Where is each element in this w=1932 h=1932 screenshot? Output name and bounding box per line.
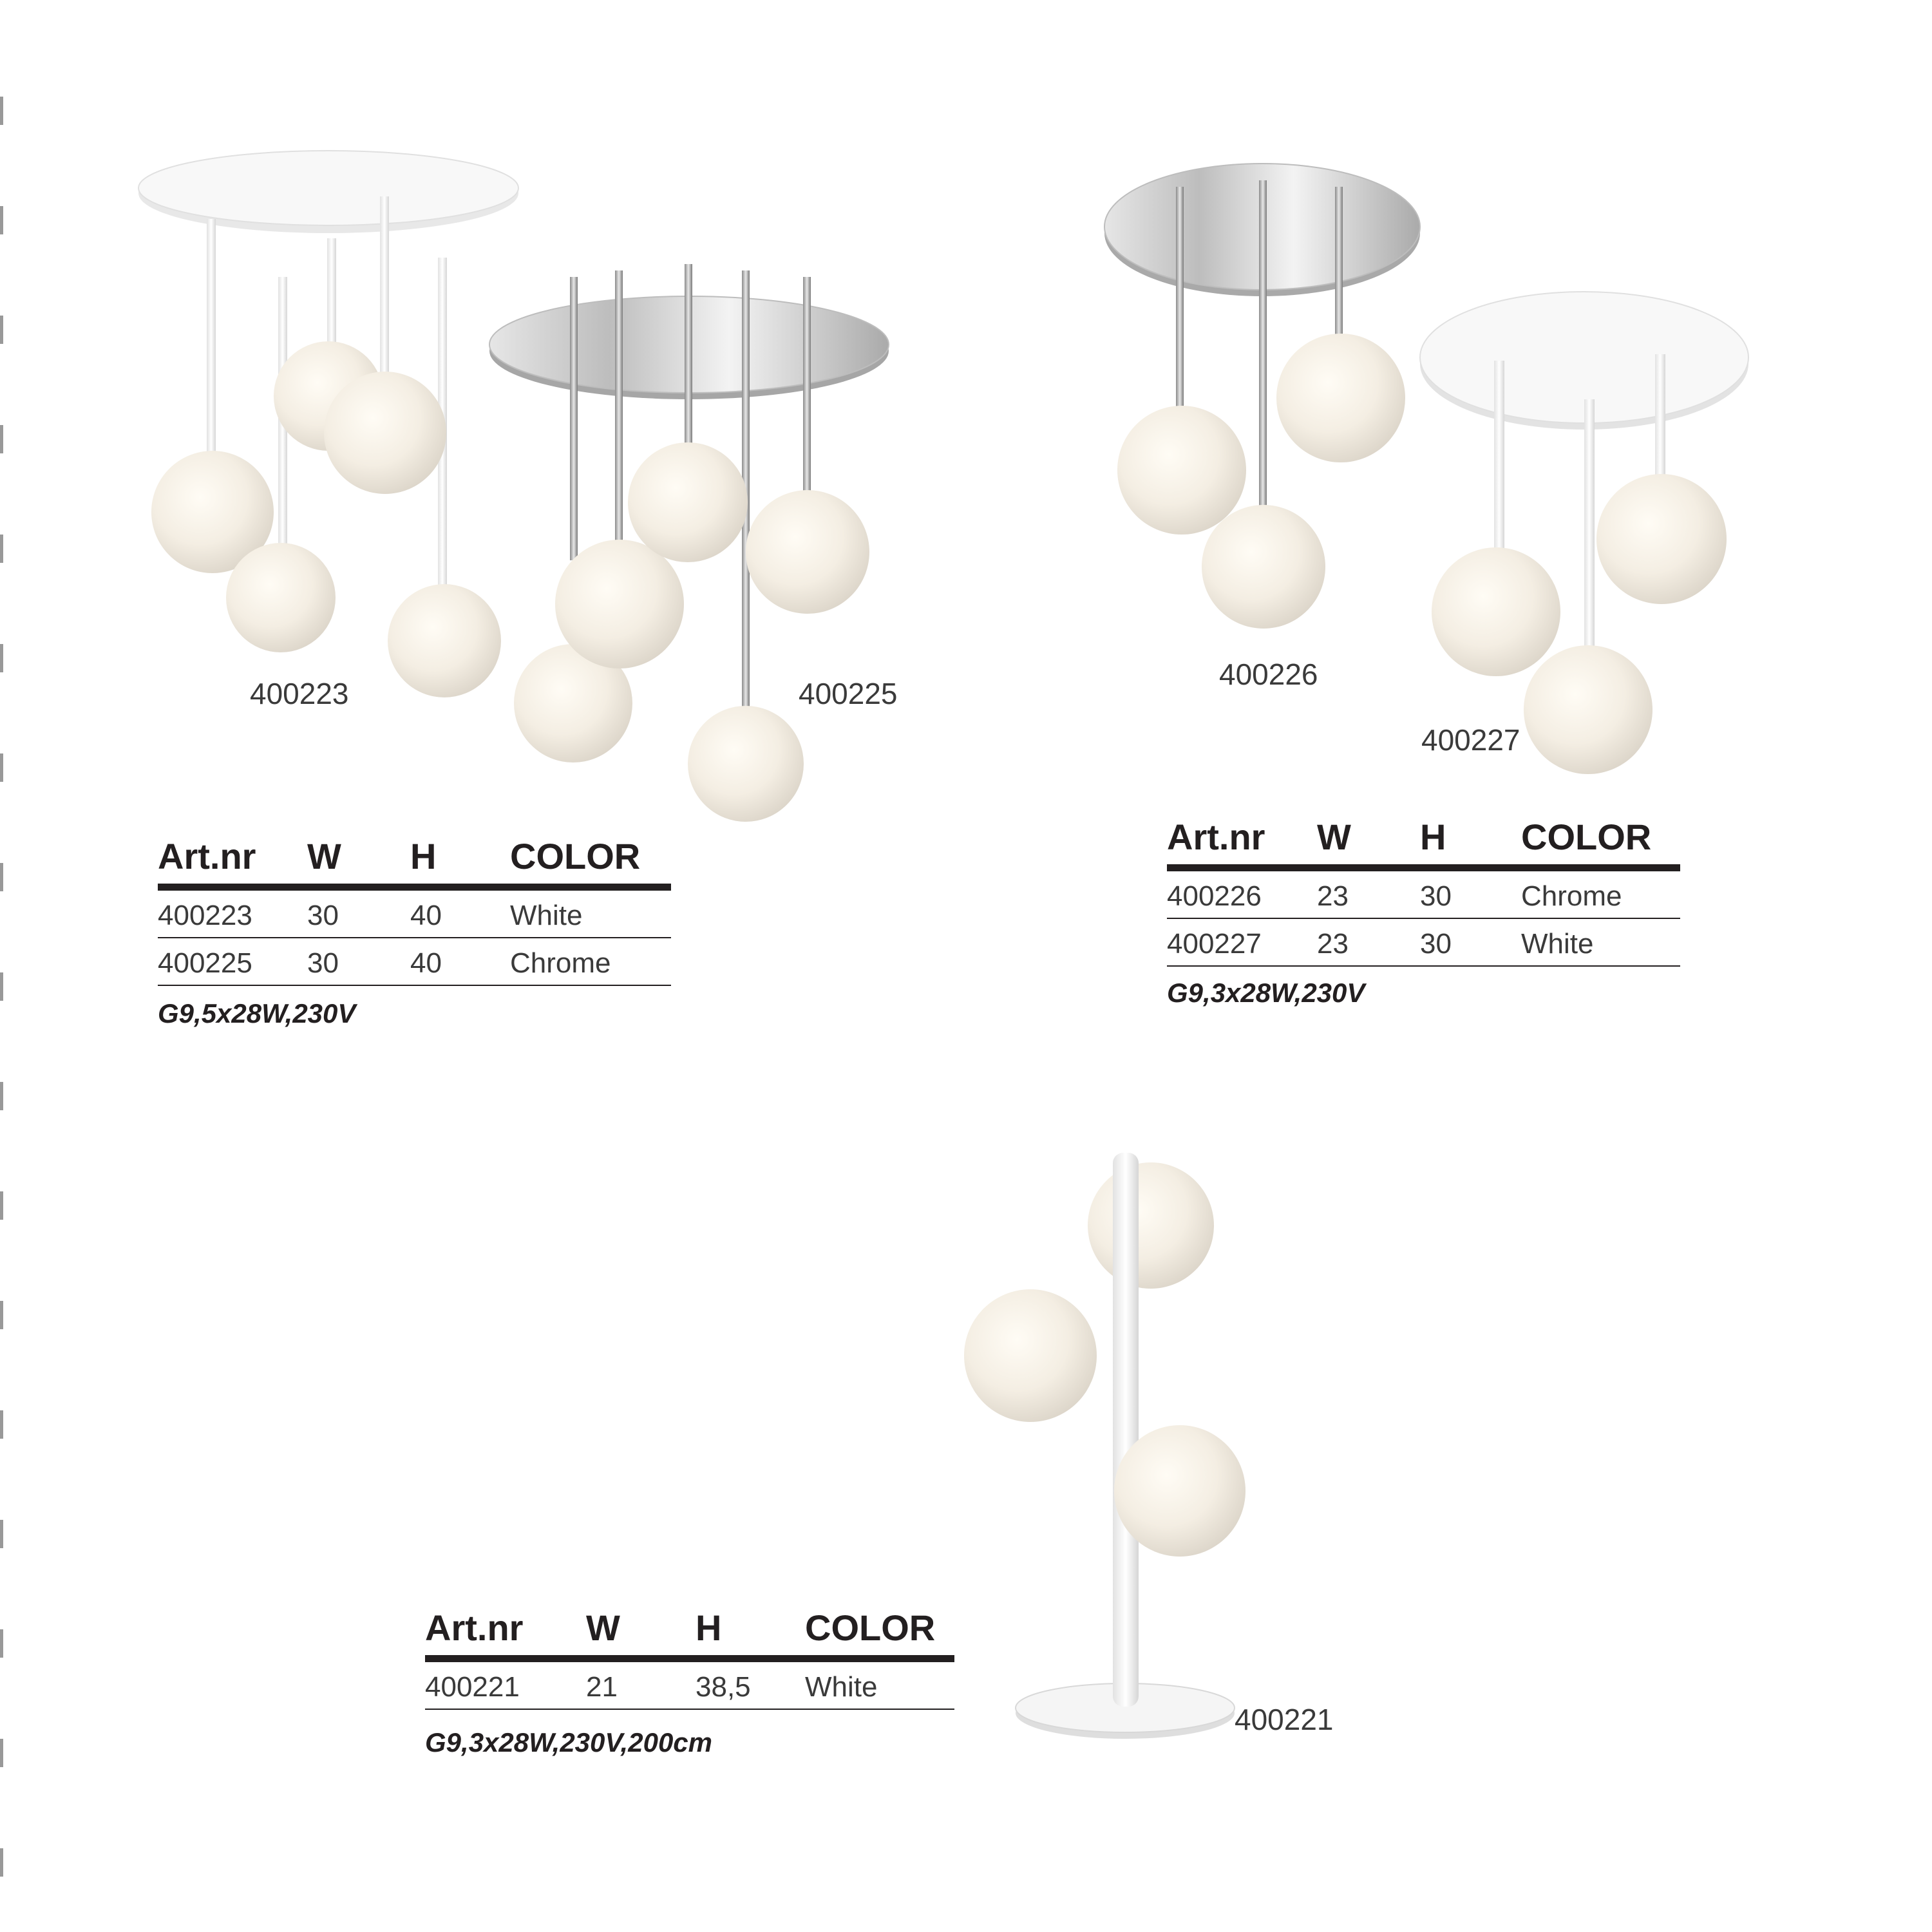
table-row (425, 1659, 954, 1710)
cell-h: 30 (1420, 918, 1521, 966)
cell-color: White (510, 887, 671, 938)
spec-note-group1: G9,5x28W,230V (158, 998, 356, 1028)
column-header-w: W (307, 831, 410, 887)
table-row (1167, 918, 1680, 966)
table-row (158, 938, 671, 985)
cell-color: White (805, 1659, 954, 1710)
table-header-row (425, 1602, 954, 1659)
lamp-400226-image (1104, 164, 1420, 629)
cell-w: 21 (586, 1659, 696, 1710)
column-header-color: COLOR (1521, 811, 1680, 868)
column-header-w: W (1317, 811, 1420, 868)
column-header-w: W (586, 1602, 696, 1659)
product-label-400226: 400226 (1219, 658, 1318, 691)
column-header-artnr: Art.nr (158, 831, 307, 887)
cell-h: 30 (1420, 868, 1521, 919)
cell-w: 30 (307, 938, 410, 985)
cell-artnr: 400227 (1167, 918, 1317, 966)
column-header-color: COLOR (510, 831, 671, 887)
spec-table-group2 (1167, 811, 1680, 967)
lamp-400225-image (489, 264, 889, 822)
cell-h: 40 (410, 938, 510, 985)
spec-note-group3: G9,3x28W,230V,200cm (425, 1727, 713, 1757)
spec-table-group3 (425, 1602, 954, 1710)
product-label-400223: 400223 (250, 677, 349, 710)
column-header-color: COLOR (805, 1602, 954, 1659)
cell-artnr: 400223 (158, 887, 307, 938)
cell-w: 23 (1317, 868, 1420, 919)
table-header-row (158, 831, 671, 887)
product-label-400227: 400227 (1421, 723, 1520, 757)
column-header-artnr: Art.nr (425, 1602, 586, 1659)
lamp-400227-image (1420, 292, 1748, 774)
spec-note-group2: G9,3x28W,230V (1167, 978, 1365, 1008)
cell-color: Chrome (1521, 868, 1680, 919)
table-header-row (1167, 811, 1680, 868)
cell-h: 38,5 (696, 1659, 805, 1710)
column-header-h: H (696, 1602, 805, 1659)
cell-artnr: 400225 (158, 938, 307, 985)
cell-h: 40 (410, 887, 510, 938)
table-row (1167, 868, 1680, 919)
column-header-h: H (410, 831, 510, 887)
column-header-artnr: Art.nr (1167, 811, 1317, 868)
cell-color: White (1521, 918, 1680, 966)
cell-w: 23 (1317, 918, 1420, 966)
cell-color: Chrome (510, 938, 671, 985)
lamp-400221-image (964, 1153, 1245, 1739)
spec-table-group1 (158, 831, 671, 986)
cell-artnr: 400221 (425, 1659, 586, 1710)
cell-w: 30 (307, 887, 410, 938)
lamp-400223-image (138, 151, 518, 697)
cell-artnr: 400226 (1167, 868, 1317, 919)
table-row (158, 887, 671, 938)
column-header-h: H (1420, 811, 1521, 868)
product-label-400221: 400221 (1235, 1703, 1334, 1736)
product-label-400225: 400225 (799, 677, 898, 710)
